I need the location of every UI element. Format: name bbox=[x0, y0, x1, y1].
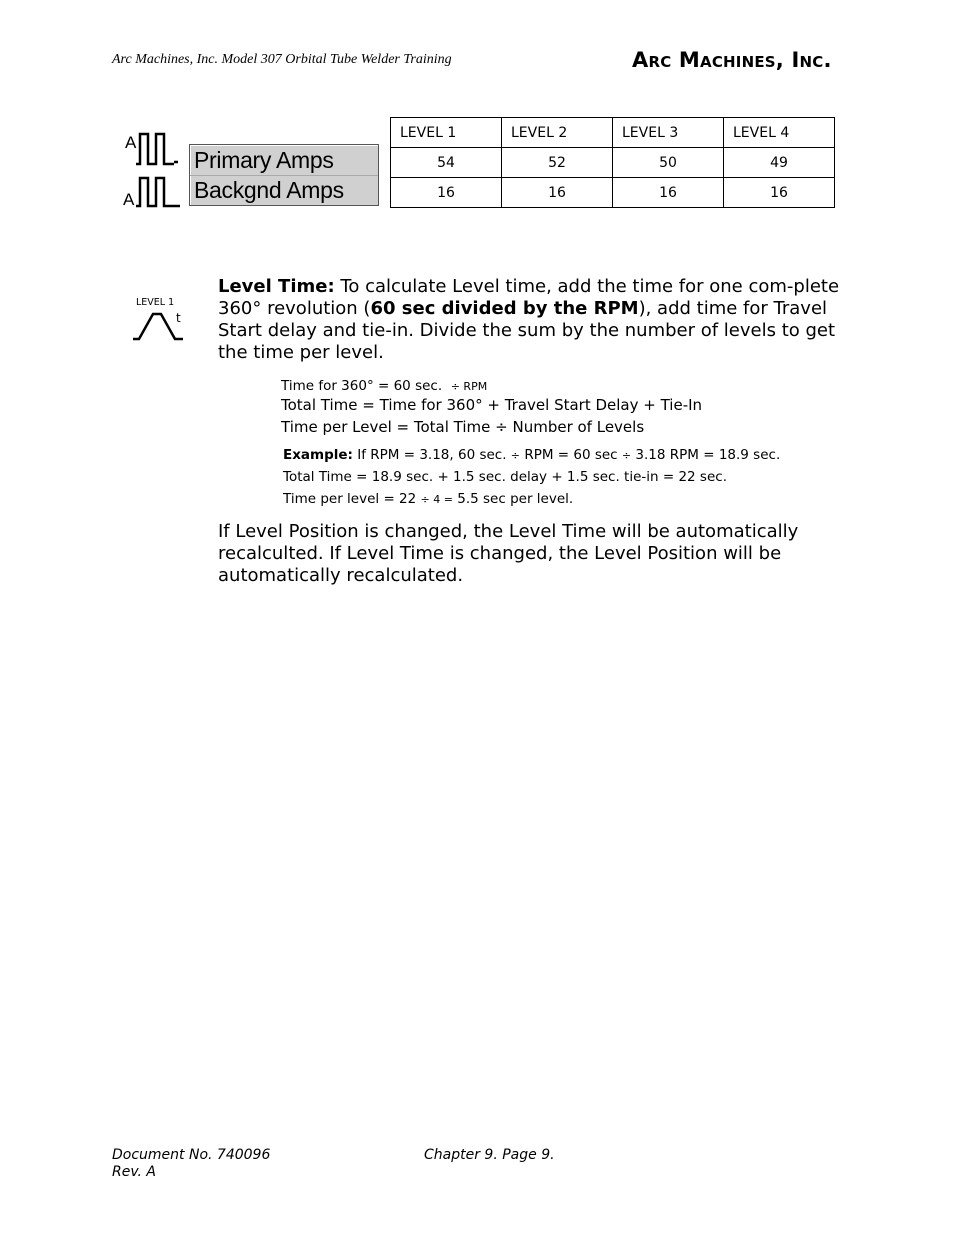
recalculation-paragraph: If Level Position is changed, the Level Time will be automatically recalculted. If Level Time is changed, the Level Position will be automatically recalculated. bbox=[218, 521, 799, 586]
background-pulse-icon bbox=[122, 172, 186, 212]
formula-text: ÷ RPM bbox=[450, 380, 488, 393]
amps-labels-panel bbox=[189, 144, 379, 206]
example-text: ÷ 4 = bbox=[420, 493, 453, 506]
paragraph-bold-text: 60 sec divided by the RPM bbox=[370, 298, 639, 319]
table-cell: 16 bbox=[613, 178, 724, 208]
table-header-row bbox=[391, 118, 835, 148]
example-line bbox=[283, 491, 573, 507]
level-time-icon-label: LEVEL 1 bbox=[136, 297, 175, 308]
formula-text: Time for 360° = 60 sec. bbox=[281, 378, 443, 394]
level-header: LEVEL 1 bbox=[391, 118, 502, 148]
table-cell: 16 bbox=[391, 178, 502, 208]
example-text: 3.18 RPM = 18.9 sec. bbox=[635, 447, 781, 463]
paragraph-text: ), add time for Travel Start delay and tie-in. Divide the sum by the number of levels to get the time per level. bbox=[218, 298, 836, 363]
example-text: RPM = 60 sec bbox=[524, 447, 618, 463]
levels-table bbox=[390, 117, 835, 208]
pulse-icon-letter: A bbox=[125, 133, 137, 152]
level-header: LEVEL 4 bbox=[724, 118, 835, 148]
formula-line: Total Time = Time for 360° + Travel Start Delay + Tie-In bbox=[281, 396, 703, 414]
document-number: Document No. 740096 bbox=[112, 1147, 271, 1163]
table-cell: 54 bbox=[391, 148, 502, 178]
table-cell: 16 bbox=[724, 178, 835, 208]
footer-document-info bbox=[112, 1147, 270, 1181]
example-text: If RPM = 3.18, 60 sec. bbox=[352, 447, 507, 463]
background-amps-label: Backgnd Amps bbox=[194, 177, 344, 203]
background-amps-row bbox=[391, 178, 835, 208]
page-number: Chapter 9. Page 9. bbox=[424, 1147, 555, 1163]
pulse-icon-letter: A bbox=[123, 190, 135, 209]
level-time-paragraph bbox=[218, 276, 844, 364]
divider bbox=[190, 175, 378, 176]
example-text: 5.5 sec per level. bbox=[457, 491, 574, 507]
formula-line bbox=[281, 378, 487, 394]
level-header: LEVEL 2 bbox=[502, 118, 613, 148]
example-line bbox=[283, 447, 780, 463]
example-label: Example: bbox=[283, 447, 353, 463]
example-line: Total Time = 18.9 sec. + 1.5 sec. delay + 1.5 sec. tie-in = 22 sec. bbox=[283, 469, 727, 485]
primary-amps-row bbox=[391, 148, 835, 178]
table-cell: 50 bbox=[613, 148, 724, 178]
table-cell: 49 bbox=[724, 148, 835, 178]
formula-line: Time per Level = Total Time ÷ Number of Levels bbox=[281, 418, 645, 436]
table-cell: 16 bbox=[502, 178, 613, 208]
revision: Rev. A bbox=[112, 1164, 156, 1180]
primary-pulse-icon bbox=[122, 130, 186, 170]
paragraph-text: To calculate Level time, add the time for one com-plete 360° revolution ( bbox=[218, 276, 840, 319]
level-time-icon-axis: t bbox=[176, 311, 181, 325]
primary-amps-label: Primary Amps bbox=[194, 147, 334, 173]
example-text: ÷ bbox=[621, 449, 632, 462]
level-time-heading: Level Time: bbox=[218, 276, 335, 297]
example-text: ÷ bbox=[510, 449, 521, 462]
level-header: LEVEL 3 bbox=[613, 118, 724, 148]
level-time-icon bbox=[130, 294, 190, 344]
document-title: Arc Machines, Inc. Model 307 Orbital Tube Welder Training bbox=[112, 52, 452, 67]
table-cell: 52 bbox=[502, 148, 613, 178]
company-logo-text: Arc Machines, Inc. bbox=[632, 48, 832, 72]
example-text: Time per level = 22 bbox=[283, 491, 417, 507]
